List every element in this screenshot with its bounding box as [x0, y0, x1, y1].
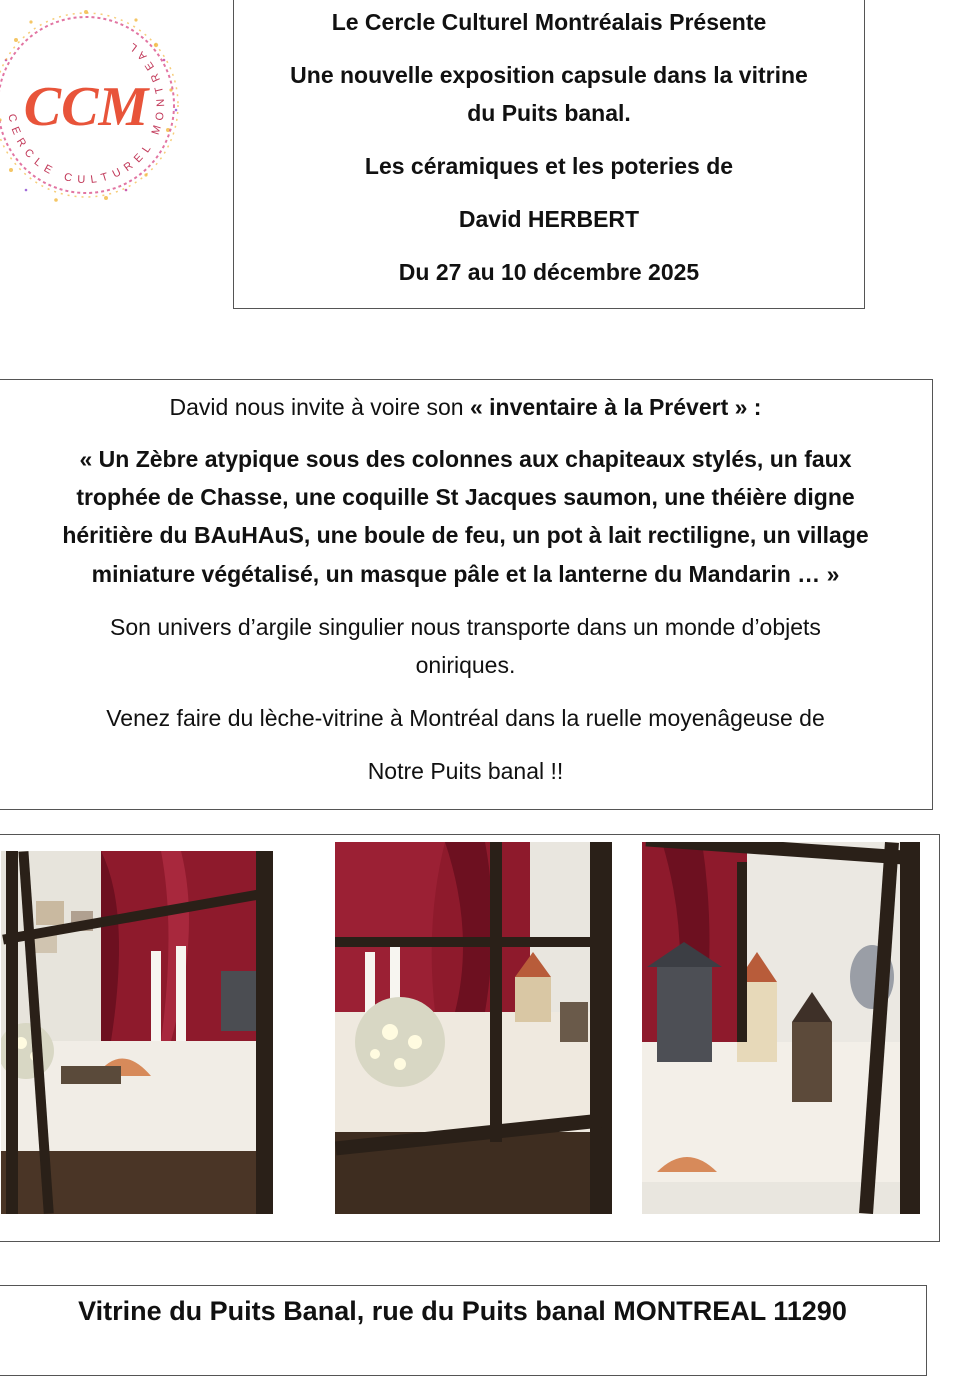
universe-line-1: Son univers d’argile singulier nous transporte dans un monde d’objets [110, 614, 821, 640]
ccm-logo [0, 0, 186, 210]
invite-text: Venez faire du lèche-vitrine à Montréal dans la ruelle moyenâgeuse de [106, 705, 825, 731]
header-box [233, 0, 865, 309]
shop-window-photo-1 [1, 851, 273, 1214]
footer-address: Vitrine du Puits Banal, rue du Puits banal MONTREAL 11290 [78, 1296, 847, 1326]
quote-line-4: miniature végétalisé, un masque pâle et la lanterne du Mandarin … » [91, 561, 840, 587]
photo-gallery [0, 834, 940, 1242]
shop-window-photo-2 [335, 842, 612, 1214]
footer-address-box [0, 1285, 927, 1376]
description-intro [0, 388, 932, 426]
header-dates: Du 27 au 10 décembre 2025 [398, 259, 700, 285]
closing-text: Notre Puits banal !! [367, 758, 564, 784]
intro-title: « inventaire à la Prévert » : [469, 394, 762, 420]
header-exhibition-line1: Une nouvelle exposition capsule dans la vitrine [290, 62, 808, 88]
shop-window-photo-3 [642, 842, 920, 1214]
description-box [0, 379, 933, 810]
quote-line-1: « Un Zèbre atypique sous des colonnes aux chapiteaux stylés, un faux [79, 446, 852, 472]
header-subject: Les céramiques et les poteries de [364, 153, 734, 179]
header-exhibition-line2: du Puits banal. [467, 100, 631, 126]
header-artist: David HERBERT [458, 206, 640, 232]
header-presenter: Le Cercle Culturel Montréalais Présente [331, 9, 767, 35]
logo-initials: CCM [23, 76, 149, 138]
quote-line-3: héritière du BAuHAuS, une boule de feu, un pot à lait rectiligne, un village [62, 522, 869, 548]
quote-line-2: trophée de Chasse, une coquille St Jacques saumon, une théière digne [76, 484, 855, 510]
intro-text: David nous invite à voire son [169, 394, 470, 420]
universe-line-2: oniriques. [415, 652, 516, 678]
logo-ring-text: CERCLE CULTUREL MONTREAL [5, 36, 168, 187]
